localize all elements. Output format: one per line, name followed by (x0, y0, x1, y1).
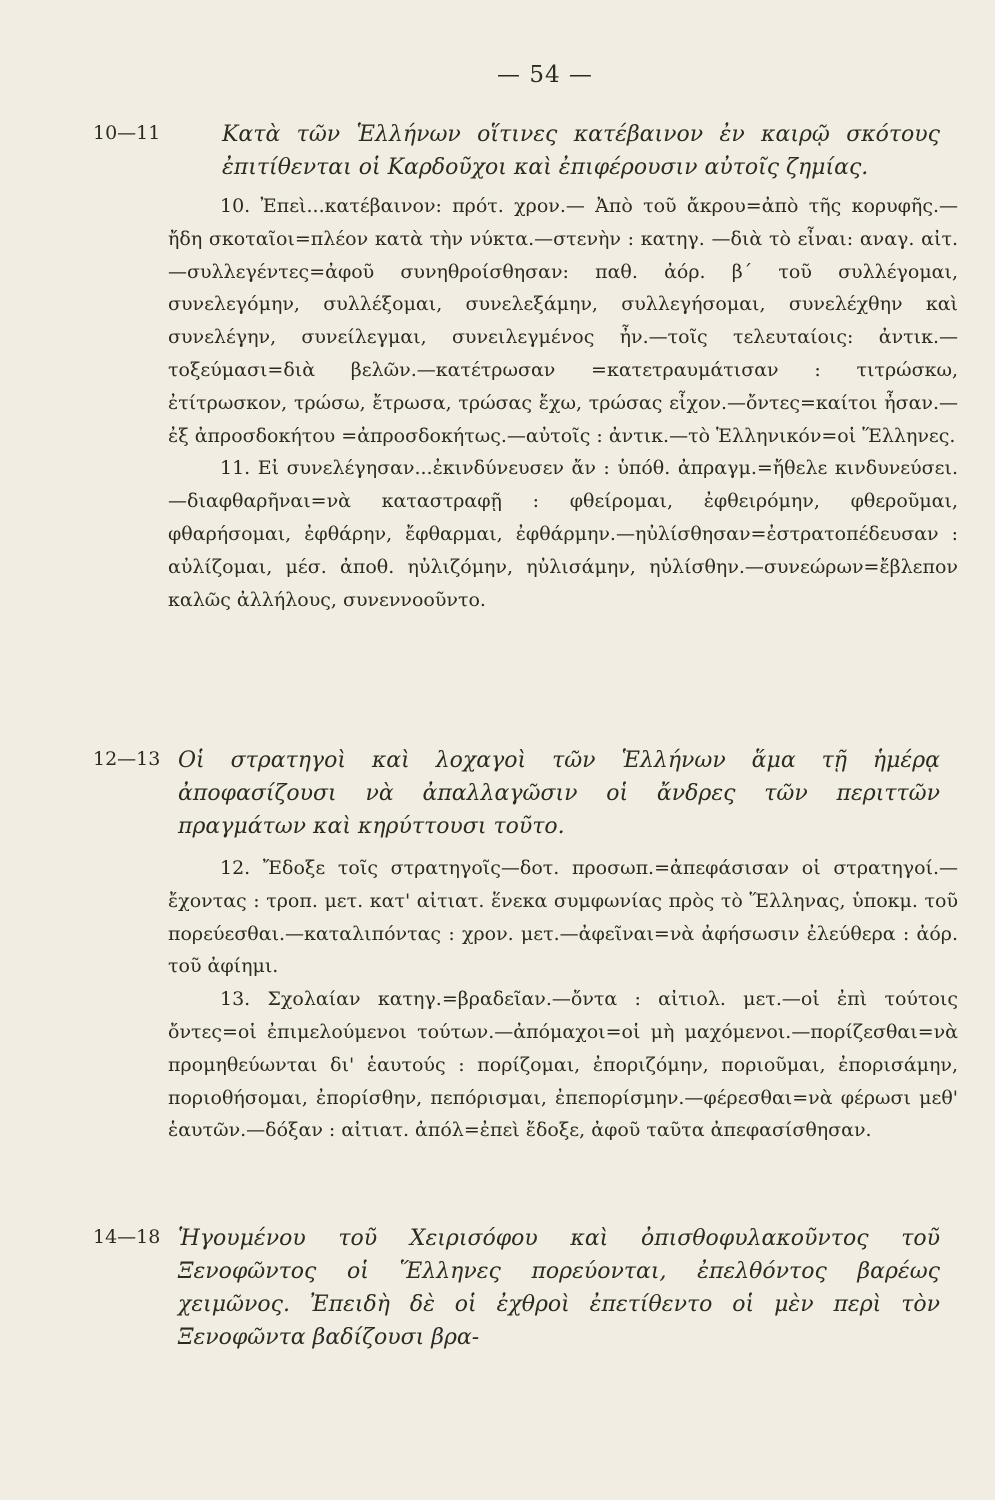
note-paragraph-13: 13. Σχολαίαν κατηγ.=βραδεῖαν.—ὄντα : αἰτιολ. μετ.—οἱ ἐπὶ τούτοις ὄντες=οἱ ἐπιμελούμενοι τούτων.—ἀπόμαχοι=οἱ μὴ μαχόμενοι.—πορίζεσθαι=νὰ προμηθεύωνται δι' ἑαυτούς : πορίζομαι, ἐποριζόμην, ποριοῦμαι, ἐπορισάμην, ποριοθήσομαι, ἐπορίσθην, πεπόρισμαι, ἐπεπορίσμην.—φέρεσθαι=νὰ φέρωσι μεθ' ἑαυτῶν.—δόξαν : αἰτιατ. ἀπόλ=ἐπεὶ ἔδοξε, ἀφοῦ ταῦτα ἀπεφασίσθησαν. (168, 988, 958, 1142)
section-notes (168, 190, 958, 616)
section-notes (168, 852, 958, 1147)
note-paragraph-10: 10. Ἐπεὶ...κατέβαινον: πρότ. χρον.— Ἀπὸ τοῦ ἄκρου=ἀπὸ τῆς κορυφῆς.—ἤδη σκοταῖοι=πλέον κατὰ τὴν νύκτα.—στενὴν : κατηγ. —διὰ τὸ εἶναι: αναγ. αἰτ. —συλλεγέντες=ἀφοῦ συνηθροίσθησαν: παθ. ἀόρ. β΄ τοῦ συλλέγομαι, συνελεγόμην, συλλέξομαι, συνελεξάμην, συλλεγήσομαι, συνελέχθην καὶ συνελέγην, συνείλεγμαι, συνειλεγμένος ἦν.—τοῖς τελευταίοις: ἀντικ.—τοξεύμασι=διὰ βελῶν.—κατέτρωσαν =κατετραυμάτισαν : τιτρώσκω, ἐτίτρωσκον, τρώσω, ἔτρωσα, τρώσας ἔχω, τρώσας εἶχον.—ὄντες=καίτοι ἦσαν.—ἐξ ἀπροσδοκήτου =ἀπροσδοκήτως.—αὐτοῖς : ἀντικ.—τὸ Ἑλληνικόν=οἱ Ἕλληνες. (168, 195, 958, 447)
note-paragraph-12: 12. Ἔδοξε τοῖς στρατηγοῖς—δοτ. προσωπ.=ἀπεφάσισαν οἱ στρατηγοί.—ἔχοντας : τροπ. μετ. κατ' αἰτιατ. ἕνεκα συμφωνίας πρὸς τὸ Ἕλληνας, ὑποκμ. τοῦ πορεύεσθαι.—καταλιπόντας : χρον. μετ.—ἀφεῖναι=νὰ ἀφήσωσιν ἐλεύθερα : ἀόρ. τοῦ ἀφίημι. (168, 857, 958, 978)
page-number: — 54 — (497, 62, 593, 88)
section-range: 10—11 (93, 122, 161, 144)
section-heading: Οἱ στρατηγοὶ καὶ λοχαγοὶ τῶν Ἑλλήνων ἅμα τῇ ἡμέρᾳ ἀποφασίζουσι νὰ ἀπαλλαγῶσιν οἱ ἄνδρες τῶν περιττῶν πραγμάτων καὶ κηρύττουσι τοῦτο. (178, 748, 940, 839)
section-heading: Ἡγουμένου τοῦ Χειρισόφου καὶ ὀπισθοφυλακοῦντος τοῦ Ξενοφῶντος οἱ Ἕλληνες πορεύονται, ἐπελθόντος βαρέως χειμῶνος. Ἐπειδὴ δὲ οἱ ἐχθροὶ ἐπετίθεντο οἱ μὲν περὶ τὸν Ξενοφῶντα βαδίζουσι βρα- (178, 1226, 940, 1350)
note-paragraph-11: 11. Εἰ συνελέγησαν...ἐκινδύνευσεν ἄν : ὑπόθ. ἀπραγμ.=ἤθελε κινδυνεύσει.—διαφθαρῆναι=νὰ καταστραφῇ : φθείρομαι, ἐφθειρόμην, φθεροῦμαι, φθαρήσομαι, ἐφθάρην, ἔφθαρμαι, ἐφθάρμην.—ηὐλίσθησαν=ἐστρατοπέδευσαν : αὐλίζομαι, μέσ. ἀποθ. ηὐλιζόμην, ηὐλισάμην, ηὐλίσθην.—συνεώρων=ἔβλεπον καλῶς ἀλλήλους, συνεννοοῦντο. (168, 457, 958, 611)
section-range: 14—18 (93, 1226, 161, 1248)
section-range: 12—13 (93, 748, 161, 770)
section-heading: Κατὰ τῶν Ἑλλήνων οἵτινες κατέβαινον ἐν καιρῷ σκότους ἐπιτίθενται οἱ Καρδοῦχοι καὶ ἐπιφέρουσιν αὐτοῖς ζημίας. (222, 122, 940, 180)
